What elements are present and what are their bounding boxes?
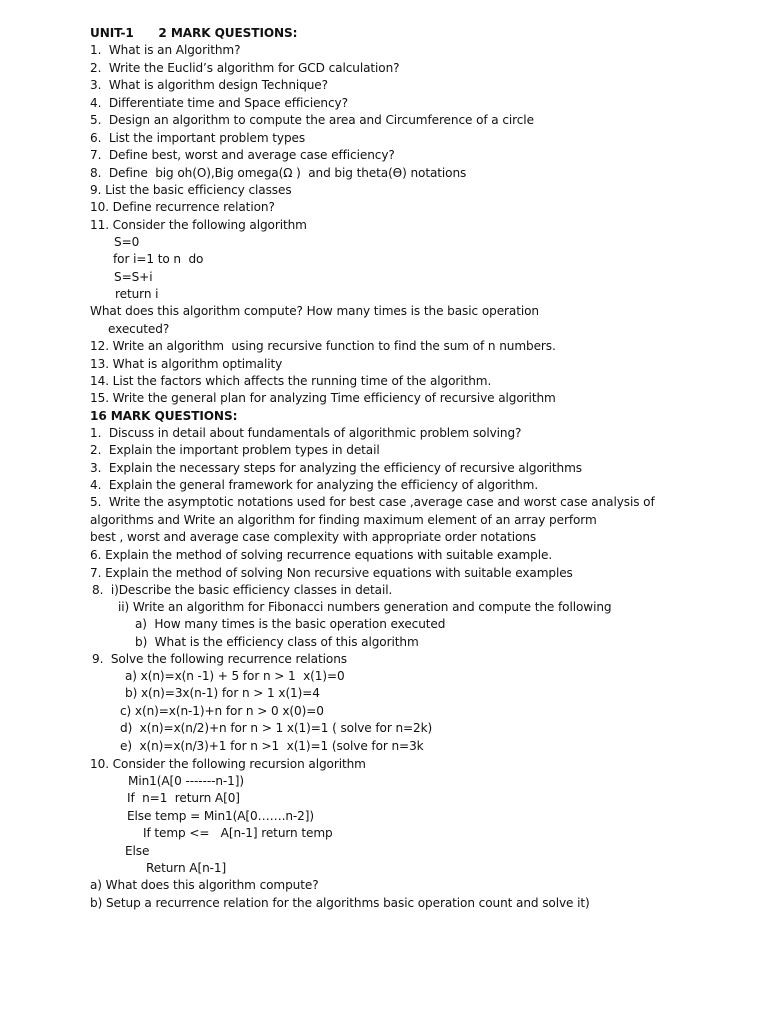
text-line: 9. List the basic efficiency classes xyxy=(90,183,292,197)
text-line: What does this algorithm compute? How many times is the basic operation xyxy=(90,304,539,318)
text-line: 10. Consider the following recursion algorithm xyxy=(90,757,366,771)
text-line: 5. Design an algorithm to compute the area and Circumference of a circle xyxy=(90,113,534,127)
text-line: for i=1 to n do xyxy=(113,252,204,266)
text-line: 7. Explain the method of solving Non recursive equations with suitable examples xyxy=(90,566,573,580)
text-line: Return A[n-1] xyxy=(146,861,227,875)
text-line: 1. What is an Algorithm? xyxy=(90,43,241,57)
text-line: 2. Write the Euclid’s algorithm for GCD calculation? xyxy=(90,61,400,75)
text-line: 3. Explain the necessary steps for analyzing the efficiency of recursive algorithms xyxy=(90,461,582,475)
text-line: Else xyxy=(125,844,150,858)
text-line: algorithms and Write an algorithm for finding maximum element of an array perform xyxy=(90,513,597,527)
text-line: 8. i)Describe the basic efficiency classes in detail. xyxy=(92,583,393,597)
text-line: 6. List the important problem types xyxy=(90,131,306,145)
text-line: 7. Define best, worst and average case efficiency? xyxy=(90,148,395,162)
text-line: If temp <= A[n-1] return temp xyxy=(143,826,333,840)
text-line: 2. Explain the important problem types in detail xyxy=(90,443,380,457)
text-line: 4. Explain the general framework for analyzing the efficiency of algorithm. xyxy=(90,478,539,492)
text-line: 10. Define recurrence relation? xyxy=(90,200,275,214)
text-line: 4. Differentiate time and Space efficiency? xyxy=(90,96,348,110)
text-line: Else temp = Min1(A[0…….n-2]) xyxy=(127,809,314,823)
text-line: 8. Define big oh(O),Big omega(Ω ) and big theta(ϴ) notations xyxy=(90,166,467,180)
section-heading: 16 MARK QUESTIONS: xyxy=(90,409,238,423)
text-line: If n=1 return A[0] xyxy=(127,791,240,805)
text-line: a) How many times is the basic operation executed xyxy=(135,617,446,631)
text-line: Min1(A[0 -------n-1]) xyxy=(128,774,245,788)
text-line: a) What does this algorithm compute? xyxy=(90,878,319,892)
text-line: e) x(n)=x(n/3)+1 for n >1 x(1)=1 (solve for n=3k xyxy=(120,739,424,753)
text-line: c) x(n)=x(n-1)+n for n > 0 x(0)=0 xyxy=(120,704,324,718)
text-line: 11. Consider the following algorithm xyxy=(90,218,307,232)
text-line: S=S+i xyxy=(114,270,153,284)
text-line: executed? xyxy=(108,322,170,336)
text-line: 1. Discuss in detail about fundamentals of algorithmic problem solving? xyxy=(90,426,522,440)
text-line: best , worst and average case complexity with appropriate order notations xyxy=(90,530,537,544)
text-line: 13. What is algorithm optimality xyxy=(90,357,283,371)
text-line: b) x(n)=3x(n-1) for n > 1 x(1)=4 xyxy=(125,686,320,700)
text-line: 9. Solve the following recurrence relations xyxy=(92,652,347,666)
text-line: 3. What is algorithm design Technique? xyxy=(90,78,328,92)
text-line: 15. Write the general plan for analyzing Time efficiency of recursive algorithm xyxy=(90,391,556,405)
text-line: S=0 xyxy=(114,235,140,249)
text-line: b) Setup a recurrence relation for the algorithms basic operation count and solve it) xyxy=(90,896,590,910)
text-line: a) x(n)=x(n -1) + 5 for n > 1 x(1)=0 xyxy=(125,669,345,683)
text-line: ii) Write an algorithm for Fibonacci numbers generation and compute the following xyxy=(118,600,612,614)
text-line: 14. List the factors which affects the running time of the algorithm. xyxy=(90,374,492,388)
text-line: 6. Explain the method of solving recurrence equations with suitable example. xyxy=(90,548,553,562)
text-line: 12. Write an algorithm using recursive function to find the sum of n numbers. xyxy=(90,339,556,353)
text-line: d) x(n)=x(n/2)+n for n > 1 x(1)=1 ( solve for n=2k) xyxy=(120,721,433,735)
text-line: b) What is the efficiency class of this algorithm xyxy=(135,635,419,649)
text-line: 5. Write the asymptotic notations used for best case ,average case and worst case analysis of xyxy=(90,495,655,509)
text-line: return i xyxy=(115,287,159,301)
section-heading: UNIT-1 2 MARK QUESTIONS: xyxy=(90,26,298,40)
